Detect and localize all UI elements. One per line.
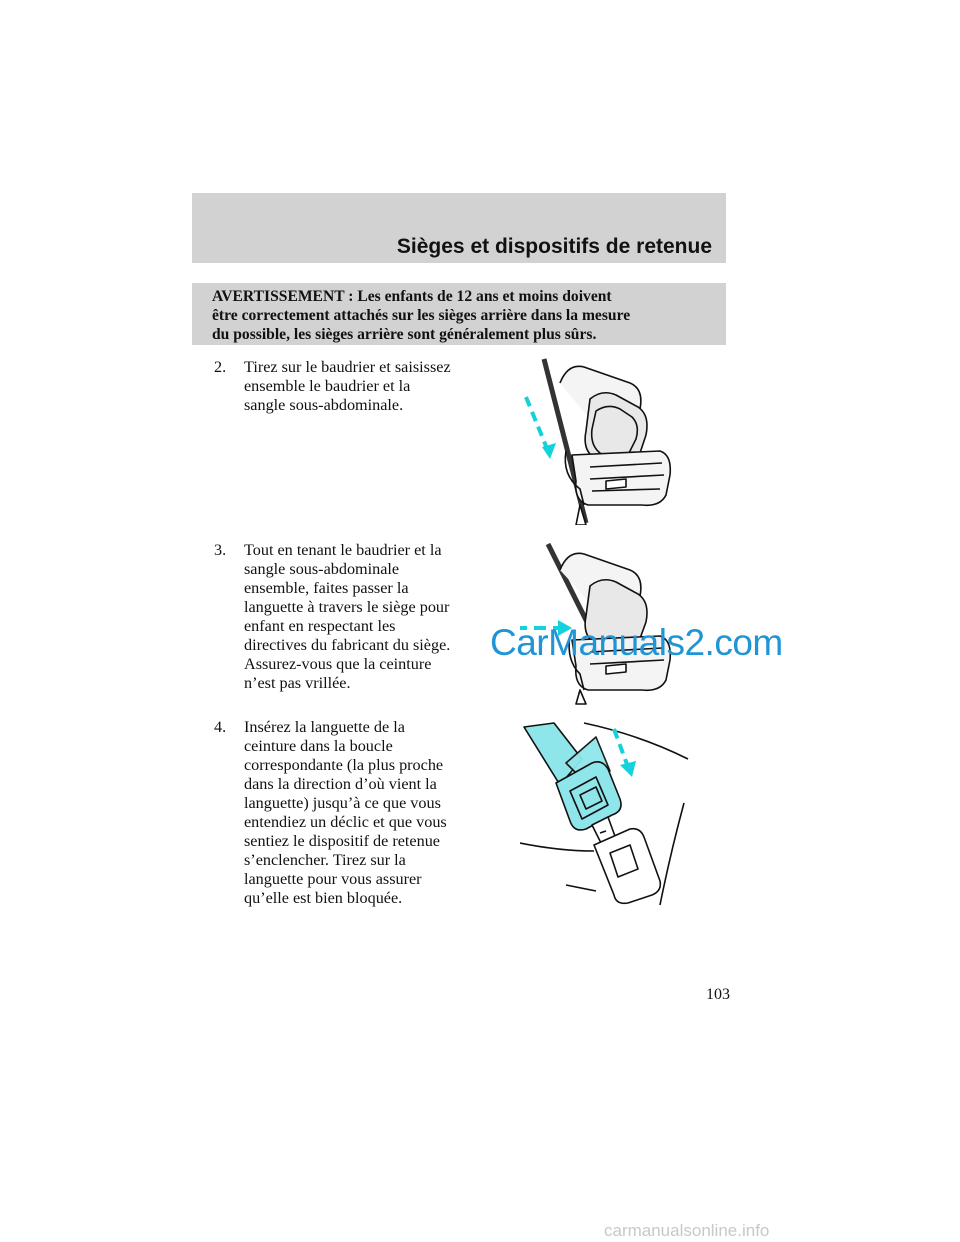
step-line: n’est pas vrillée. [244,674,351,692]
page-number: 103 [706,986,730,1003]
step-line: dans la direction d’où vient la [244,775,437,793]
step-4 [214,718,484,908]
step-3 [214,541,484,693]
step-line: languette pour vous assurer [244,870,422,888]
footer-site-link[interactable]: carmanualsonline.info [604,1221,770,1240]
warning-line: être correctement attachés sur les sièges arrière dans la mesure [212,307,631,324]
section-title: Sièges et dispositifs de retenue [396,235,712,258]
step-2 [214,358,484,415]
step-line: Tout en tenant le baudrier et la [244,541,442,559]
step-line: entendiez un déclic et que vous [244,813,447,831]
step-line: ensemble le baudrier et la [244,377,411,395]
watermark-logo: CarManuals2.com [490,622,783,663]
warning-box [192,283,726,345]
step-line: ceinture dans la boucle [244,737,393,755]
step-number: 3. [214,541,227,559]
section-header [192,193,726,263]
step-line: sangle sous-abdominale [244,560,400,578]
step-line: sentiez le dispositif de retenue [244,832,440,850]
step-line: Assurez-vous que la ceinture [244,655,432,673]
step-line: sangle sous-abdominale. [244,396,404,414]
step-number: 2. [214,358,227,376]
child-seat-pull-belt-illustration [520,355,690,525]
step-line: enfant en respectant les [244,617,396,635]
step-line: Tirez sur le baudrier et saisissez [244,358,451,376]
warning-line: du possible, les sièges arrière sont généralement plus sûrs. [212,326,597,343]
step-line: languette) jusqu’à ce que vous [244,794,441,812]
step-line: Insérez la languette de la [244,718,405,736]
step-line: qu’elle est bien bloquée. [244,889,403,907]
step-line: correspondante (la plus proche [244,756,444,774]
step-line: languette à travers le siège pour [244,598,450,616]
warning-line: AVERTISSEMENT : Les enfants de 12 ans et moins doivent [212,288,612,305]
buckle-insert-illustration [520,715,700,910]
step-number: 4. [214,718,227,736]
step-line: directives du fabricant du siège. [244,636,451,654]
step-line: s’enclencher. Tirez sur la [244,851,406,869]
step-line: ensemble, faites passer la [244,579,409,597]
